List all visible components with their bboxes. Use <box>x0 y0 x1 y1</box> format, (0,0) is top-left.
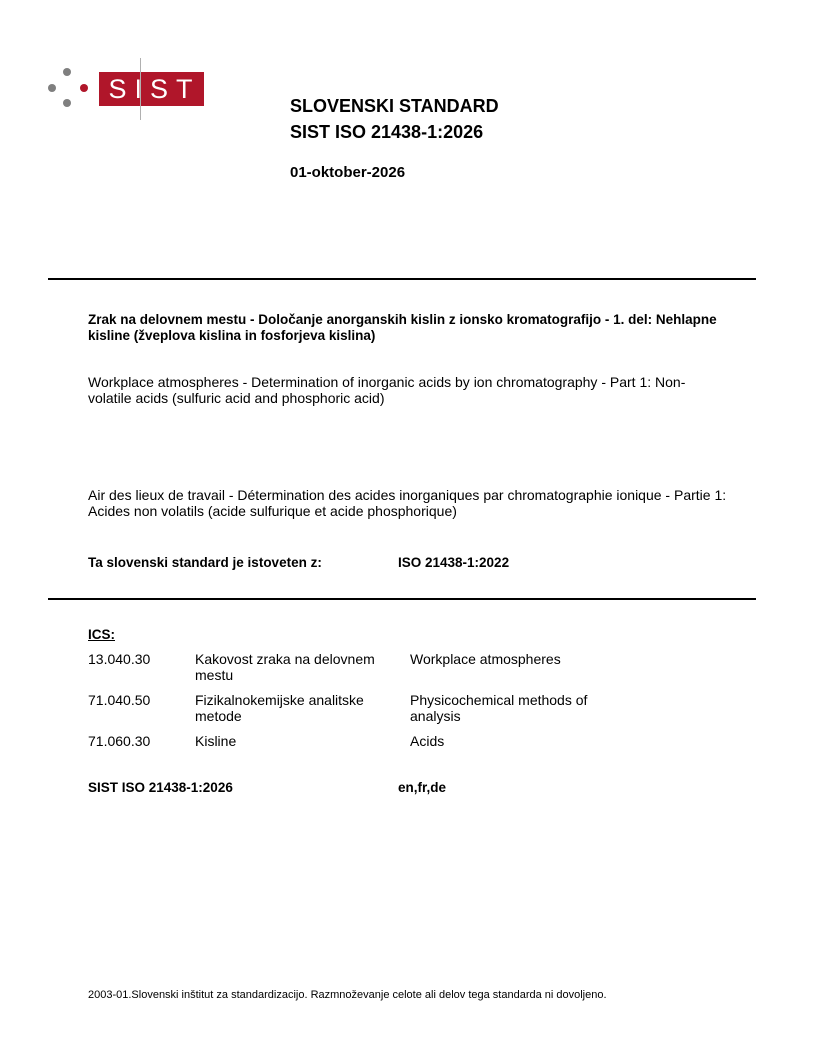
ics-description-en: Workplace atmospheres <box>410 651 561 667</box>
identity-value: ISO 21438-1:2022 <box>398 555 510 570</box>
ics-description-sl: Kisline <box>195 733 237 749</box>
identity-label: Ta slovenski standard je istoveten z: <box>88 555 322 570</box>
logo-dot <box>48 84 56 92</box>
logo-dot <box>63 68 71 76</box>
ics-description-sl: Kakovost zraka na delovnem mestu <box>195 651 375 683</box>
ics-description-en: Physicochemical methods of analysis <box>410 692 588 724</box>
ics-description-en: Acids <box>410 733 445 749</box>
logo-dot <box>80 84 88 92</box>
ics-code: 71.040.50 <box>88 692 151 708</box>
logo-dot <box>63 99 71 107</box>
ics-code: 13.040.30 <box>88 651 151 667</box>
divider <box>48 278 756 280</box>
ics-description-sl: Fizikalnokemijske analitske metode <box>195 692 364 724</box>
title-french: Air des lieux de travail - Détermination des acides inorganiques par chromatographie ionique - Partie 1: Acides non volatils (acide sulfurique et acide phosphorique) <box>88 487 727 519</box>
title-slovenian: Zrak na delovnem mestu - Določanje anorganskih kislin z ionsko kromatografijo - 1. del: Nehlapne kisline (žveplova kislina in fosforjeva kislina) <box>88 312 717 343</box>
standard-number: SIST ISO 21438-1:2026 <box>290 122 484 142</box>
divider <box>48 598 756 600</box>
publication-date: 01-oktober-2026 <box>290 164 406 181</box>
logo-text: SIST <box>108 74 201 104</box>
languages: en,fr,de <box>398 780 447 795</box>
ics-label: ICS: <box>88 627 115 642</box>
title-english: Workplace atmospheres - Determination of inorganic acids by ion chromatography - Part 1: Non-volatile acids (sulfuric acid and phosphoric acid) <box>88 374 686 406</box>
ics-code: 71.060.30 <box>88 733 151 749</box>
standard-reference: SIST ISO 21438-1:2026 <box>88 780 233 795</box>
document-type: SLOVENSKI STANDARD <box>290 96 499 116</box>
copyright-footer: 2003-01.Slovenski inštitut za standardizacijo. Razmnoževanje celote ali delov tega standarda ni dovoljeno. <box>88 989 607 1001</box>
